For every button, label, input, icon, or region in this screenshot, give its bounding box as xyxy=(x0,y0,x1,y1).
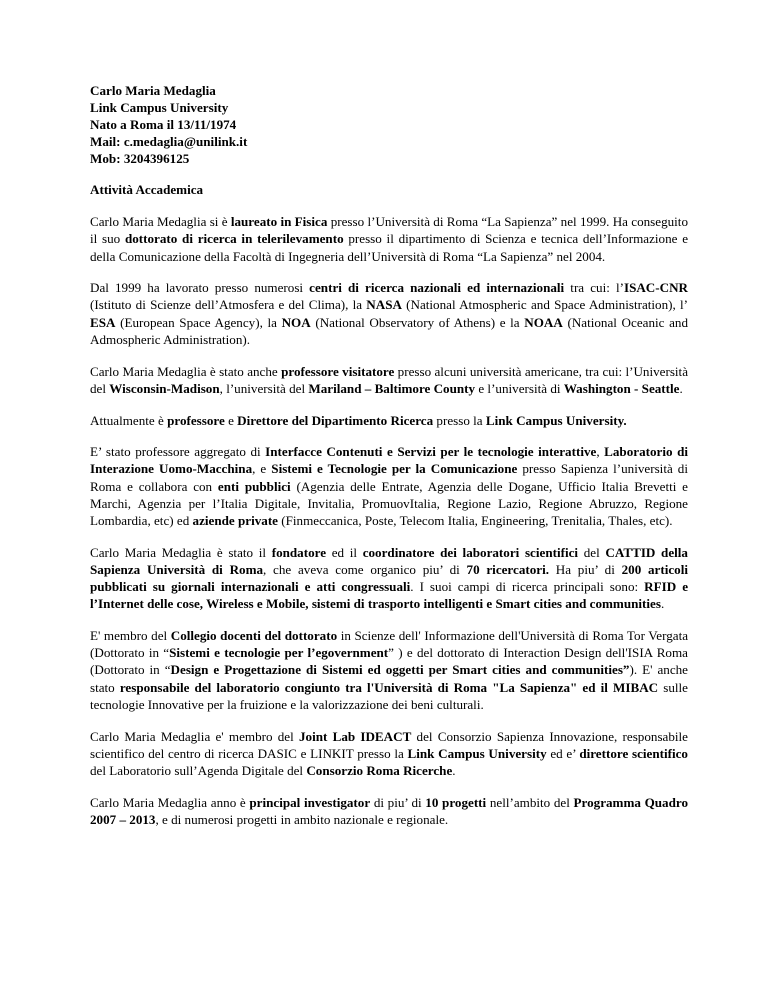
bold-run: Programma Quadro 2007 – 2013 xyxy=(90,794,688,827)
text-run: E' membro del xyxy=(90,628,171,644)
contact-header xyxy=(90,82,688,167)
paragraph-cattid xyxy=(90,544,688,613)
text-run: Dal 1999 ha lavorato presso numerosi xyxy=(90,280,310,296)
bold-run: principal investigator xyxy=(249,794,371,810)
text-run: in Scienze dell' Informazione dell'Università di Roma Tor Vergata (Dottorato in “ xyxy=(90,628,689,661)
text-run: e l’università di xyxy=(475,380,564,396)
bold-run: Mariland – Baltimore County xyxy=(308,380,476,396)
text-run: ed il xyxy=(326,544,363,560)
bold-run: 10 progetti xyxy=(425,794,487,810)
bold-run: Sistemi e tecnologie per l’egovernment xyxy=(169,645,389,661)
bold-run: professore visitatore xyxy=(281,363,395,379)
text-run: tra cui: l’ xyxy=(564,280,624,296)
bold-run: coordinatore dei laboratori scientifici xyxy=(362,544,579,560)
bold-run: ESA xyxy=(90,314,116,330)
text-run: presso la xyxy=(433,412,486,428)
email-line: Mail: c.medaglia@unilink.it xyxy=(90,134,248,150)
text-run: nell’ambito del xyxy=(486,794,574,810)
bold-run: Sistemi e Tecnologie per la Comunicazione xyxy=(271,461,518,477)
bold-run: Wisconsin-Madison xyxy=(109,380,220,396)
text-run: del Consorzio Sapienza Innovazione, responsabile scientifico del centro di ricerca DASIC e LINKIT presso la xyxy=(90,728,688,761)
text-run: Carlo Maria Medaglia si è xyxy=(90,214,231,230)
bold-run: ISAC-CNR xyxy=(623,280,688,296)
text-run: , xyxy=(596,444,605,460)
text-run: . xyxy=(660,596,665,612)
text-run: del xyxy=(578,544,606,560)
text-run: di piu’ di xyxy=(370,794,426,810)
bold-run: dottorato di ricerca in telerilevamento xyxy=(124,231,344,247)
text-run: E’ stato professore aggregato di xyxy=(90,444,266,460)
organization: Link Campus University xyxy=(90,100,229,116)
text-run: Carlo Maria Medaglia è stato il xyxy=(90,544,272,560)
phone-line: Mob: 3204396125 xyxy=(90,151,190,167)
bold-run: Design e Progettazione di Sistemi ed oggetti per Smart cities and communities” xyxy=(170,662,630,678)
bold-run: centri di ricerca nazionali ed internazionali xyxy=(309,280,565,296)
bold-run: Link Campus University xyxy=(407,745,547,761)
paragraph-research-centers xyxy=(90,279,688,348)
text-run: (Agenzia delle Entrate, Agenzia delle Dogane, Ufficio Italia Brevetti e Marchi, Agenzia per l’Italia Digitale, Invitalia, PromuovItalia, Regione Lazio, Regione Abruzzo, Regione Lombardia, etc) ed xyxy=(90,478,688,529)
section-title: Attività Accademica xyxy=(90,182,204,198)
bold-run: aziende private xyxy=(192,513,278,529)
text-run: (National Oceanic and Admospheric Administration). xyxy=(90,314,688,347)
text-run: Ha piu’ di xyxy=(549,561,622,577)
text-run: ed e’ xyxy=(546,745,580,761)
bold-run: laureato in Fisica xyxy=(230,214,328,230)
bold-run: 70 ricercatori. xyxy=(466,561,549,577)
bold-run: Washington - Seattle xyxy=(563,380,680,396)
bold-run: Consorzio Roma Ricerche xyxy=(306,762,453,778)
text-run: , che aveva come organico piu’ di xyxy=(263,561,467,577)
bold-run: responsabile del laboratorio congiunto tra l'Università di Roma "La Sapienza" ed il MIBAC xyxy=(119,679,659,695)
text-run: presso alcuni università americane, tra cui: l’Università del xyxy=(90,363,689,396)
paragraph-education xyxy=(90,213,688,265)
person-name: Carlo Maria Medaglia xyxy=(90,83,216,98)
text-run: . xyxy=(679,380,683,396)
text-run: presso l’Università di Roma “La Sapienza” nel 1999. Ha conseguito il suo xyxy=(90,214,688,247)
bold-run: Interfacce Contenuti e Servizi per le tecnologie interattive xyxy=(265,444,597,460)
text-run: del Laboratorio sull’Agenda Digitale del xyxy=(90,762,307,778)
text-run: (Finmeccanica, Poste, Telecom Italia, Engineering, Trenitalia, Thales, etc). xyxy=(278,513,673,529)
bold-run: NASA xyxy=(366,297,402,313)
text-run: , e xyxy=(252,461,272,477)
text-run: Carlo Maria Medaglia anno è xyxy=(90,794,250,810)
birth-info: Nato a Roma il 13/11/1974 xyxy=(90,117,237,133)
bold-run: direttore scientifico xyxy=(579,745,688,761)
bold-run: Direttore del Dipartimento Ricerca xyxy=(237,412,434,428)
bold-run: Joint Lab IDEACT xyxy=(298,728,412,744)
bold-run: professore xyxy=(167,412,225,428)
text-run: Carlo Maria Medaglia e' membro del xyxy=(90,728,299,744)
text-run: Carlo Maria Medaglia è stato anche xyxy=(90,363,282,379)
paragraph-teaching xyxy=(90,443,688,529)
text-run: (Istituto di Scienze dell’Atmosfera e del Clima), la xyxy=(90,297,367,313)
text-run: sulle tecnologie Innovative per la fruizione e la valorizzazione dei beni culturali. xyxy=(90,679,688,712)
text-run: , e di numerosi progetti in ambito nazionale e regionale. xyxy=(155,811,449,827)
bold-run: Laboratorio di Interazione Uomo-Macchina xyxy=(90,444,688,477)
bold-run: Link Campus University. xyxy=(485,412,627,428)
text-run: , l’università del xyxy=(219,380,309,396)
bold-run: Collegio docenti del dottorato xyxy=(170,628,338,644)
text-run: (National Observatory of Athens) e la xyxy=(310,314,525,330)
bold-run: NOAA xyxy=(524,314,563,330)
bold-run: CATTID della Sapienza Università di Roma xyxy=(90,544,688,577)
cv-document xyxy=(90,82,688,828)
paragraph-current-role xyxy=(90,412,688,429)
bold-run: fondatore xyxy=(271,544,327,560)
paragraph-projects xyxy=(90,794,688,828)
bold-run: NOA xyxy=(281,314,311,330)
text-run: presso il dipartimento di Scienza e tecnica dell’Informazione e della Comunicazione della Facoltà di Ingegneria dell’Università di Roma “La Sapienza” nel 2004. xyxy=(90,231,688,264)
text-run: (National Atmospheric and Space Administration), l’ xyxy=(401,297,688,313)
paragraph-visiting-professor xyxy=(90,363,688,397)
bold-run: 200 articoli pubblicati su giornali internazionali e atti congressuali xyxy=(90,561,688,595)
text-run: Attualmente è xyxy=(90,412,168,428)
text-run: ” ) e del dottorato di Interaction Design dell'ISIA Roma (Dottorato in “ xyxy=(90,645,688,678)
paragraph-doctorate-board xyxy=(90,627,688,713)
text-run: ). E' anche stato xyxy=(90,662,688,695)
text-run: presso Sapienza l’università di Roma e collabora con xyxy=(90,461,688,494)
text-run: . I suoi campi di ricerca principali sono: xyxy=(410,579,645,595)
bold-run: enti pubblici xyxy=(217,478,291,494)
text-run: . xyxy=(452,762,456,778)
text-run: e xyxy=(224,412,238,428)
text-run: (European Space Agency), la xyxy=(115,314,282,330)
bold-run: RFID e l’Internet delle cose, Wireless e Mobile, sistemi di trasporto intelligenti e Smart cities and communities xyxy=(90,579,689,612)
paragraph-joint-lab xyxy=(90,728,688,780)
